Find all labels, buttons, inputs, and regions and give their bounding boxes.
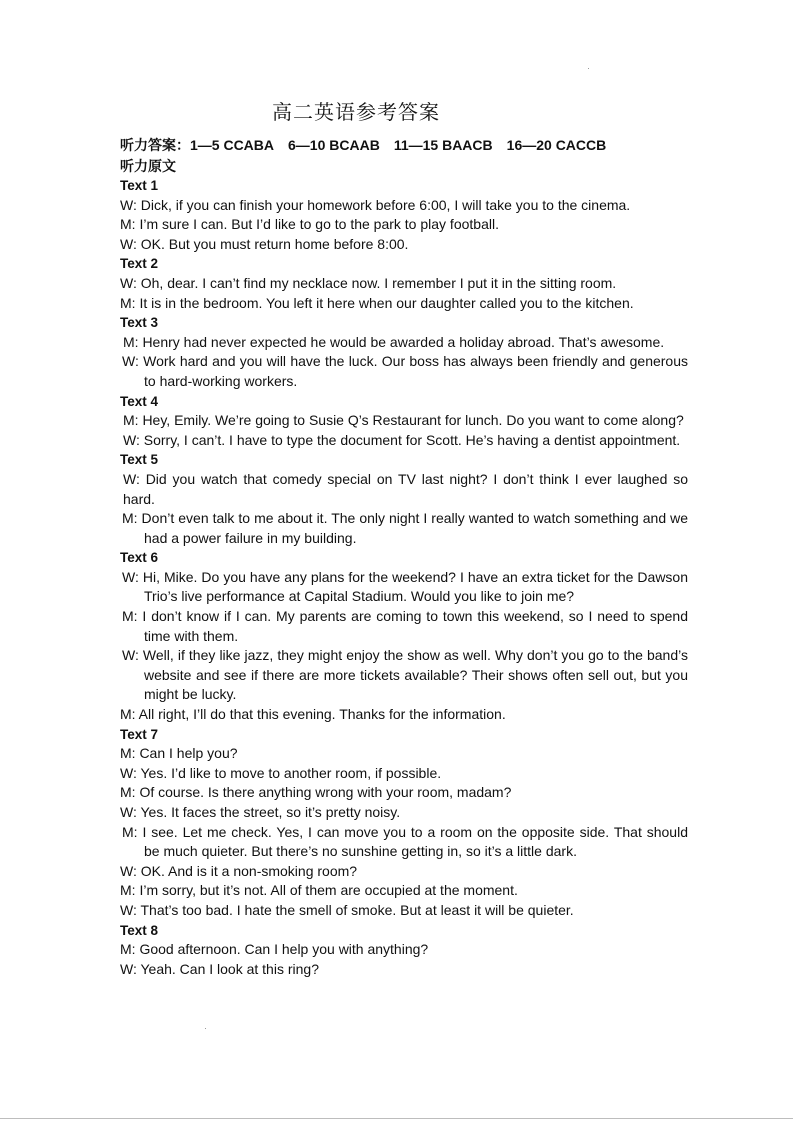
answer-group: 11—15 BAACB <box>393 137 493 153</box>
dialogue-line: W: That’s too bad. I hate the smell of smoke. But at least it will be quieter. <box>120 901 574 918</box>
section-label: Text 8 <box>120 922 159 938</box>
dialogue-line: W: Well, if they like jazz, they might enjoy the show as well. Why don’t you go to the band’s website and see if there are more tickets available? Their shows often sell out, but you might be lucky. <box>122 647 688 703</box>
answer-group: 1—5 CCABA <box>190 137 275 153</box>
dialogue-line: M: I don’t know if I can. My parents are coming to town this weekend, so I need to spend time with them. <box>122 608 688 644</box>
text-section-4 <box>120 392 688 451</box>
text-section-7 <box>120 725 688 921</box>
answer-group: 16—20 CACCB <box>506 137 607 153</box>
dialogue-line: W: Hi, Mike. Do you have any plans for the weekend? I have an extra ticket for the Dawson Trio’s live performance at Capital Stadium. Would you like to join me? <box>122 568 688 605</box>
section-label: Text 6 <box>120 550 159 566</box>
text-section-3 <box>120 313 688 391</box>
dialogue-line: W: Dick, if you can finish your homework before 6:00, I will take you to the cinema. <box>120 196 631 213</box>
dialogue-line: M: All right, I’ll do that this evening. Thanks for the information. <box>120 706 506 723</box>
scan-speck <box>205 1028 206 1029</box>
text-section-6 <box>120 548 688 724</box>
dialogue-line: W: Yes. It faces the street, so it’s pretty noisy. <box>120 804 401 820</box>
text-section-2 <box>120 254 688 313</box>
section-label: Text 1 <box>120 178 159 193</box>
dialogue-line: M: Henry had never expected he would be awarded a holiday abroad. That’s awesome. <box>123 333 665 350</box>
dialogue-line: M: Hey, Emily. We’re going to Susie Q’s Restaurant for lunch. Do you want to come along? <box>123 412 684 429</box>
page-bottom-rule <box>0 1118 793 1119</box>
text-section-8 <box>120 921 688 980</box>
scan-speck <box>588 68 589 69</box>
dialogue-line: M: I see. Let me check. Yes, I can move you to a room on the opposite side. That should be much quieter. But there’s no sunshine getting in, so it’s a little dark. <box>122 823 688 860</box>
dialogue-line: W: OK. And is it a non-smoking room? <box>120 862 358 879</box>
answer-key <box>120 136 688 155</box>
dialogue-line: M: Of course. Is there anything wrong with your room, madam? <box>120 784 512 801</box>
answer-key-label: 听力答案： <box>120 138 190 154</box>
section-label: Text 3 <box>120 315 159 331</box>
dialogue-line: M: It is in the bedroom. You left it here when our daughter called you to the kitchen. <box>120 294 634 311</box>
document-body <box>120 136 688 979</box>
answer-group: 6—10 BCAAB <box>288 137 380 153</box>
dialogue-line: M: Good afternoon. Can I help you with anything? <box>120 941 429 958</box>
dialogue-line: W: Sorry, I can’t. I have to type the document for Scott. He’s having a dentist appointment. <box>123 431 681 448</box>
text-section-1 <box>120 176 688 254</box>
dialogue-line: M: Can I help you? <box>120 745 238 762</box>
section-label: Text 4 <box>120 393 159 409</box>
dialogue-line: W: OK. But you must return home before 8:00. <box>120 235 409 252</box>
text-section-5 <box>120 450 688 548</box>
page-title: 高二英语参考答案 <box>272 100 440 124</box>
transcript-heading: 听力原文 <box>120 159 176 175</box>
dialogue-line: W: Yes. I’d like to move to another room, if possible. <box>120 764 442 781</box>
dialogue-line: W: Did you watch that comedy special on TV last night? I don’t think I ever laughed so hard. <box>123 470 688 507</box>
section-label: Text 5 <box>120 452 159 468</box>
dialogue-line: M: I’m sure I can. But I’d like to go to the park to play football. <box>120 216 499 233</box>
dialogue-line: W: Work hard and you will have the luck. Our boss has always been friendly and generous to hard-working workers. <box>122 353 688 389</box>
dialogue-line: W: Yeah. Can I look at this ring? <box>120 960 319 977</box>
dialogue-line: M: I’m sorry, but it’s not. All of them are occupied at the moment. <box>120 882 518 899</box>
section-label: Text 2 <box>120 256 159 272</box>
section-label: Text 7 <box>120 726 159 742</box>
dialogue-line: W: Oh, dear. I can’t find my necklace now. I remember I put it in the sitting room. <box>120 274 617 291</box>
dialogue-line: M: Don’t even talk to me about it. The only night I really wanted to watch something and we had a power failure in my building. <box>122 510 688 546</box>
